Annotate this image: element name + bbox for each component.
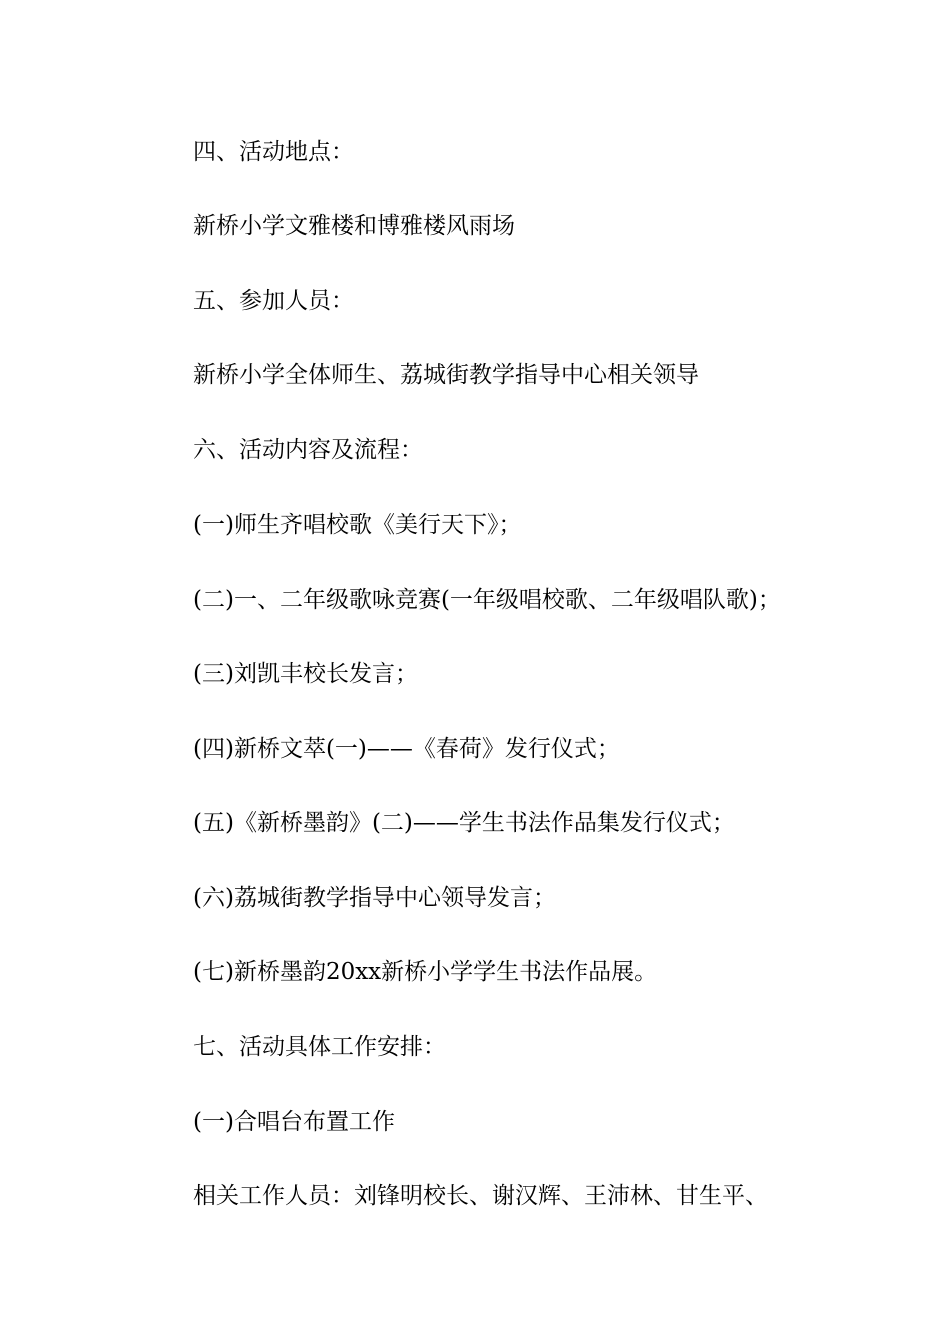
agenda-item-3: (三)刘凯丰校长发言； bbox=[193, 661, 418, 687]
staff-list-text: 相关工作人员：刘锋明校长、谢汉辉、王沛林、甘生平、 bbox=[193, 1183, 768, 1209]
heading-activity-location: 四、活动地点： bbox=[193, 139, 354, 165]
agenda-item-5: (五)《新桥墨韵》(二)——学生书法作品集发行仪式； bbox=[193, 810, 735, 836]
heading-activity-content: 六、活动内容及流程： bbox=[193, 437, 423, 463]
agenda-item-6: (六)荔城街教学指导中心领导发言； bbox=[193, 885, 556, 911]
heading-work-arrangement: 七、活动具体工作安排： bbox=[193, 1034, 446, 1060]
activity-location-text: 新桥小学文雅楼和博雅楼风雨场 bbox=[193, 213, 515, 239]
agenda-item-1: (一)师生齐唱校歌《美行天下》； bbox=[193, 512, 522, 538]
agenda-item-2: (二)一、二年级歌咏竞赛(一年级唱校歌、二年级唱队歌)； bbox=[193, 587, 781, 613]
participants-text: 新桥小学全体师生、荔城街教学指导中心相关领导 bbox=[193, 362, 699, 388]
agenda-item-4: (四)新桥文萃(一)——《春荷》发行仪式； bbox=[193, 736, 620, 762]
heading-participants: 五、参加人员： bbox=[193, 288, 354, 314]
agenda-item-7: (七)新桥墨韵20xx新桥小学学生书法作品展。 bbox=[193, 959, 658, 985]
work-item-1: (一)合唱台布置工作 bbox=[193, 1109, 395, 1135]
